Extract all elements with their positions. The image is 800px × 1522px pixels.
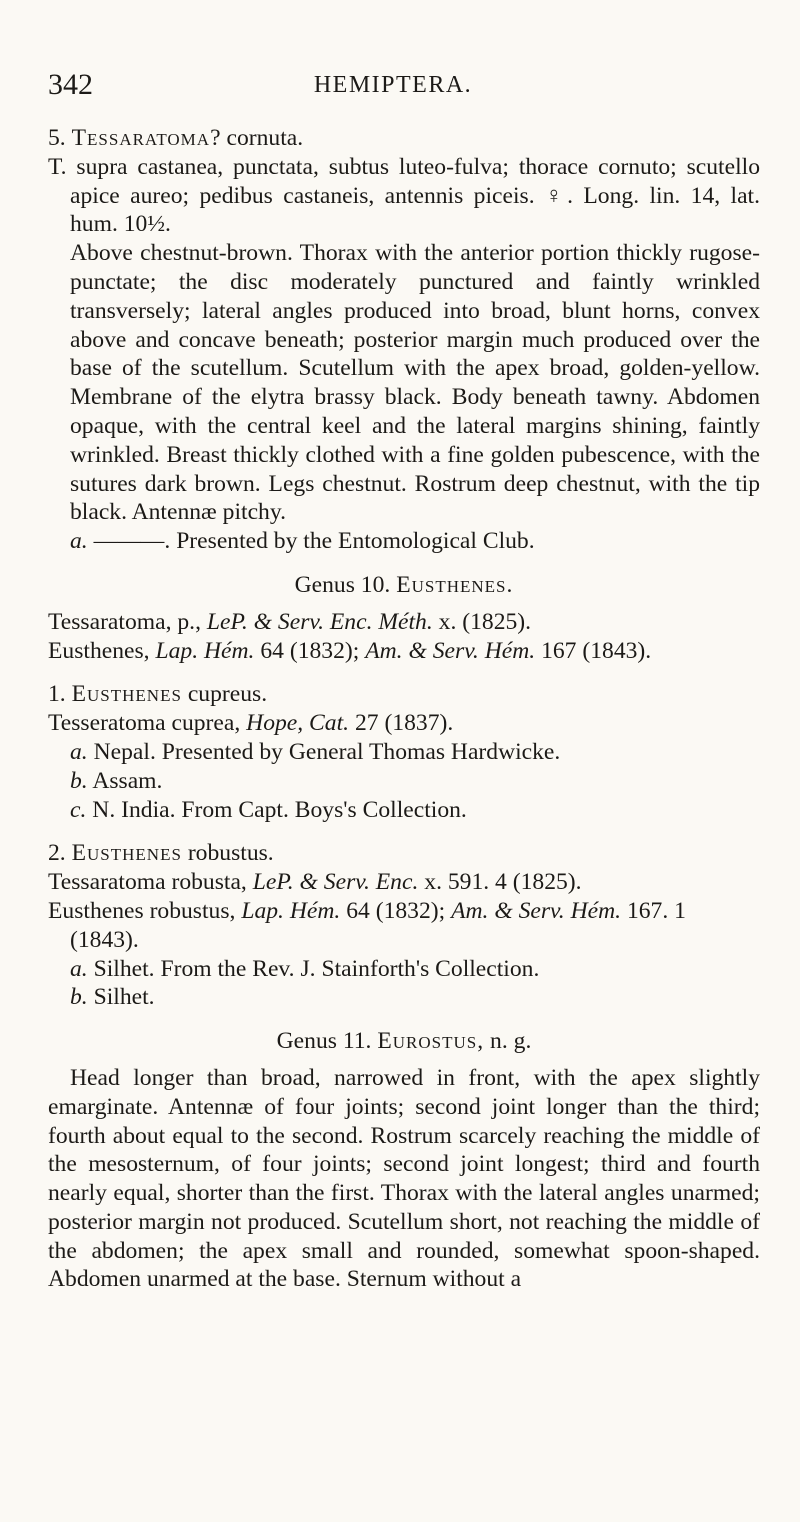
genus-name: Eusthenes [71, 681, 182, 708]
author: Am. [365, 637, 403, 664]
species-epithet: cornuta. [226, 125, 304, 151]
page-number: 342 [48, 68, 93, 101]
specimen-entry [48, 983, 760, 1012]
ampersand: & [253, 608, 273, 635]
specimen-letter: b. [70, 984, 88, 1011]
citation: 167. 1 (1843). [70, 897, 686, 953]
publication: Serv. Enc. Méth. [277, 608, 433, 635]
synonym-name: Tesseratoma cuprea, [48, 710, 241, 737]
latin-diagnosis: T. supra castanea, punctata, subtus luteo-fulva; thorace cornuto; scutello apice aureo; pedibus castaneis, antennis piceis. ♀. Long. lin. 14, lat. hum. 10½. [48, 153, 760, 238]
genus-heading-eurostus [48, 1027, 760, 1056]
publication: Serv. Hém. [518, 897, 622, 924]
citation: 167 (1843). [541, 637, 652, 664]
publication: Serv. Hém. [432, 637, 536, 664]
species-heading-eusthenes-cupreus [48, 680, 760, 709]
specimen-entry [48, 527, 760, 556]
species-epithet: cupreus. [187, 681, 268, 708]
query-mark: ? [210, 125, 221, 151]
genus-note: n. g. [490, 1028, 532, 1055]
specimen-text: ———. Presented by the Entomological Club. [93, 528, 535, 555]
page-header [48, 68, 738, 102]
citation: 64 (1832); [260, 637, 360, 664]
synonym-name: Tessaratoma robusta, [48, 869, 247, 896]
ampersand: & [408, 637, 427, 664]
page-body [48, 124, 760, 1294]
specimen-text: N. India. From Capt. Boys's Collection. [92, 796, 467, 823]
genus-label: Genus 10. [294, 571, 391, 598]
genus-label: Genus 11. [276, 1028, 372, 1055]
synonym-name: Eusthenes, [48, 637, 150, 664]
species-number: 2. [48, 840, 66, 867]
synonymy-line [48, 868, 760, 897]
author: Am. [451, 897, 489, 924]
specimen-letter: b. [70, 767, 88, 794]
specimen-entry [48, 955, 760, 984]
synonymy-line [48, 608, 760, 637]
synonymy-line [48, 709, 760, 738]
species-number: 1. [48, 681, 66, 708]
citation: 27 (1837). [354, 710, 454, 737]
synonymy-line [48, 897, 760, 955]
citation: 64 (1832); [346, 897, 446, 924]
author: LeP. [206, 608, 248, 635]
species-number: 5. [48, 125, 66, 151]
specimen-entry [48, 767, 760, 796]
specimen-text: Silhet. [93, 984, 155, 1011]
genus-name: Eusthenes [71, 840, 182, 867]
specimen-text: Silhet. From the Rev. J. Stainforth's Collection. [93, 955, 540, 982]
running-head: HEMIPTERA. [313, 72, 473, 98]
synonym-name: Eusthenes robustus, [48, 897, 236, 924]
genus-name: Tessaratoma [71, 125, 211, 151]
specimen-text: Assam. [92, 767, 163, 794]
synonym-name: Tessaratoma, p., [48, 608, 201, 635]
specimen-entry [48, 796, 760, 825]
species-heading-eusthenes-robustus [48, 839, 760, 868]
citation: x. 591. 4 (1825). [424, 869, 582, 896]
specimen-letter: a. [70, 528, 88, 555]
specimen-text: Nepal. Presented by General Thomas Hardwicke. [93, 738, 561, 765]
species-heading-tessaratoma-cornuta [48, 124, 760, 153]
genus-name: Eusthenes. [396, 571, 514, 598]
genus-description: Head longer than broad, narrowed in front, with the apex slightly emarginate. Antennæ of four joints; second joint longer than the third; fourth about equal to the second. Rostrum scarcely reaching the middle of the mesosternum, of four joints; second joint longest; third and fourth nearly equal, shorter than the first. Thorax with the lateral angles unarmed; posterior margin not produced. Scutellum short, not reaching the middle of the abdomen; the apex small and rounded, somewhat spoon-shaped. Abdomen unarmed at the base. Sternum without a [48, 1064, 760, 1293]
specimen-letter: c. [70, 796, 87, 823]
synonymy-line [48, 637, 760, 666]
ampersand: & [299, 869, 318, 896]
publication: Serv. Enc. [323, 869, 419, 896]
species-epithet: robustus. [187, 840, 274, 867]
english-description: Above chestnut-brown. Thorax with the anterior portion thickly rugose-punctate; the disc moderately punctured and faintly wrinkled transversely; lateral angles produced into broad, blunt horns, convex above and concave beneath; posterior margin much produced over the base of the scutellum. Scutellum with the apex broad, golden-yellow. Membrane of the elytra brassy black. Body beneath tawny. Abdomen opaque, with the central keel and the lateral margins shining, faintly wrinkled. Breast thickly clothed with a fine golden pubescence, with the sutures dark brown. Legs chestnut. Rostrum deep chestnut, with the tip black. Antennæ pitchy. [70, 240, 760, 526]
specimen-entry [48, 738, 760, 767]
genus-heading-eusthenes [48, 571, 760, 600]
author: LeP. [252, 869, 294, 896]
publication: Lap. Hém. [155, 637, 255, 664]
publication: Lap. Hém. [241, 897, 341, 924]
specimen-letter: a. [70, 738, 88, 765]
genus-name: Eurostus, [377, 1028, 485, 1055]
citation: x. (1825). [438, 608, 532, 635]
publication: Hope, Cat. [246, 710, 350, 737]
ampersand: & [494, 897, 513, 924]
specimen-letter: a. [70, 955, 88, 982]
